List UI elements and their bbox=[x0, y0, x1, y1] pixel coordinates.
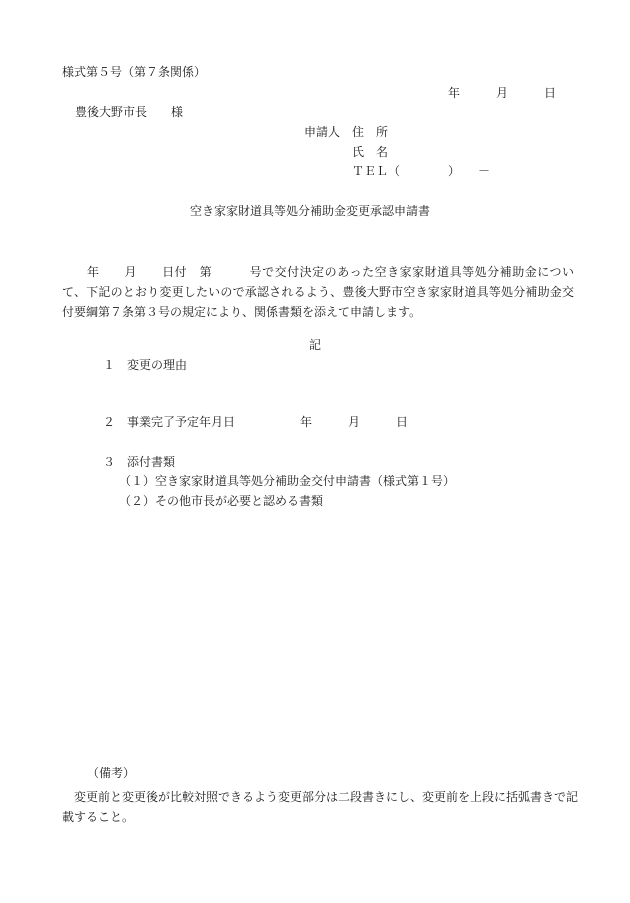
addressee: 豊後大野市長 様 bbox=[75, 105, 184, 119]
document-title: 空き家家財道具等処分補助金変更承認申請書 bbox=[190, 204, 431, 218]
item-attachments: ３ 添付書類 bbox=[103, 455, 176, 469]
remarks-heading: （備考） bbox=[87, 766, 136, 780]
item-change-reason: １ 変更の理由 bbox=[103, 358, 188, 372]
address-label: 住 所 bbox=[352, 125, 389, 139]
tel-label: ＴＥＬ（ ） － bbox=[352, 164, 491, 178]
attachment-1: （１）空き家家財道具等処分補助金交付申請書（様式第１号） bbox=[119, 474, 456, 488]
applicant-label: 申請人 bbox=[304, 125, 341, 139]
item-completion-date: ２ 事業完了予定年月日 bbox=[103, 415, 236, 429]
remarks-text: 変更前と変更後が比較対照できるよう変更部分は二段書きにし、変更前を上段に括弧書きで記載すること。 bbox=[62, 790, 579, 824]
name-label: 氏 名 bbox=[352, 145, 389, 159]
body-paragraph: 年 月 日付 第 号で交付決定のあった空き家家財道具等処分補助金について、下記のとおり変更したいので承認されるよう、豊後大野市空き家家財道具等処分補助金交付要綱第７条第３号の規定により、関係書類を添えて申請します。 bbox=[62, 265, 574, 319]
ki-heading: 記 bbox=[309, 338, 322, 352]
date-line: 年 月 日 bbox=[448, 86, 557, 100]
form-number-label: 様式第５号（第７条関係） bbox=[62, 65, 207, 79]
completion-date-value: 年 月 日 bbox=[300, 415, 409, 429]
attachment-2: （２）その他市長が必要と認める書類 bbox=[119, 494, 324, 508]
